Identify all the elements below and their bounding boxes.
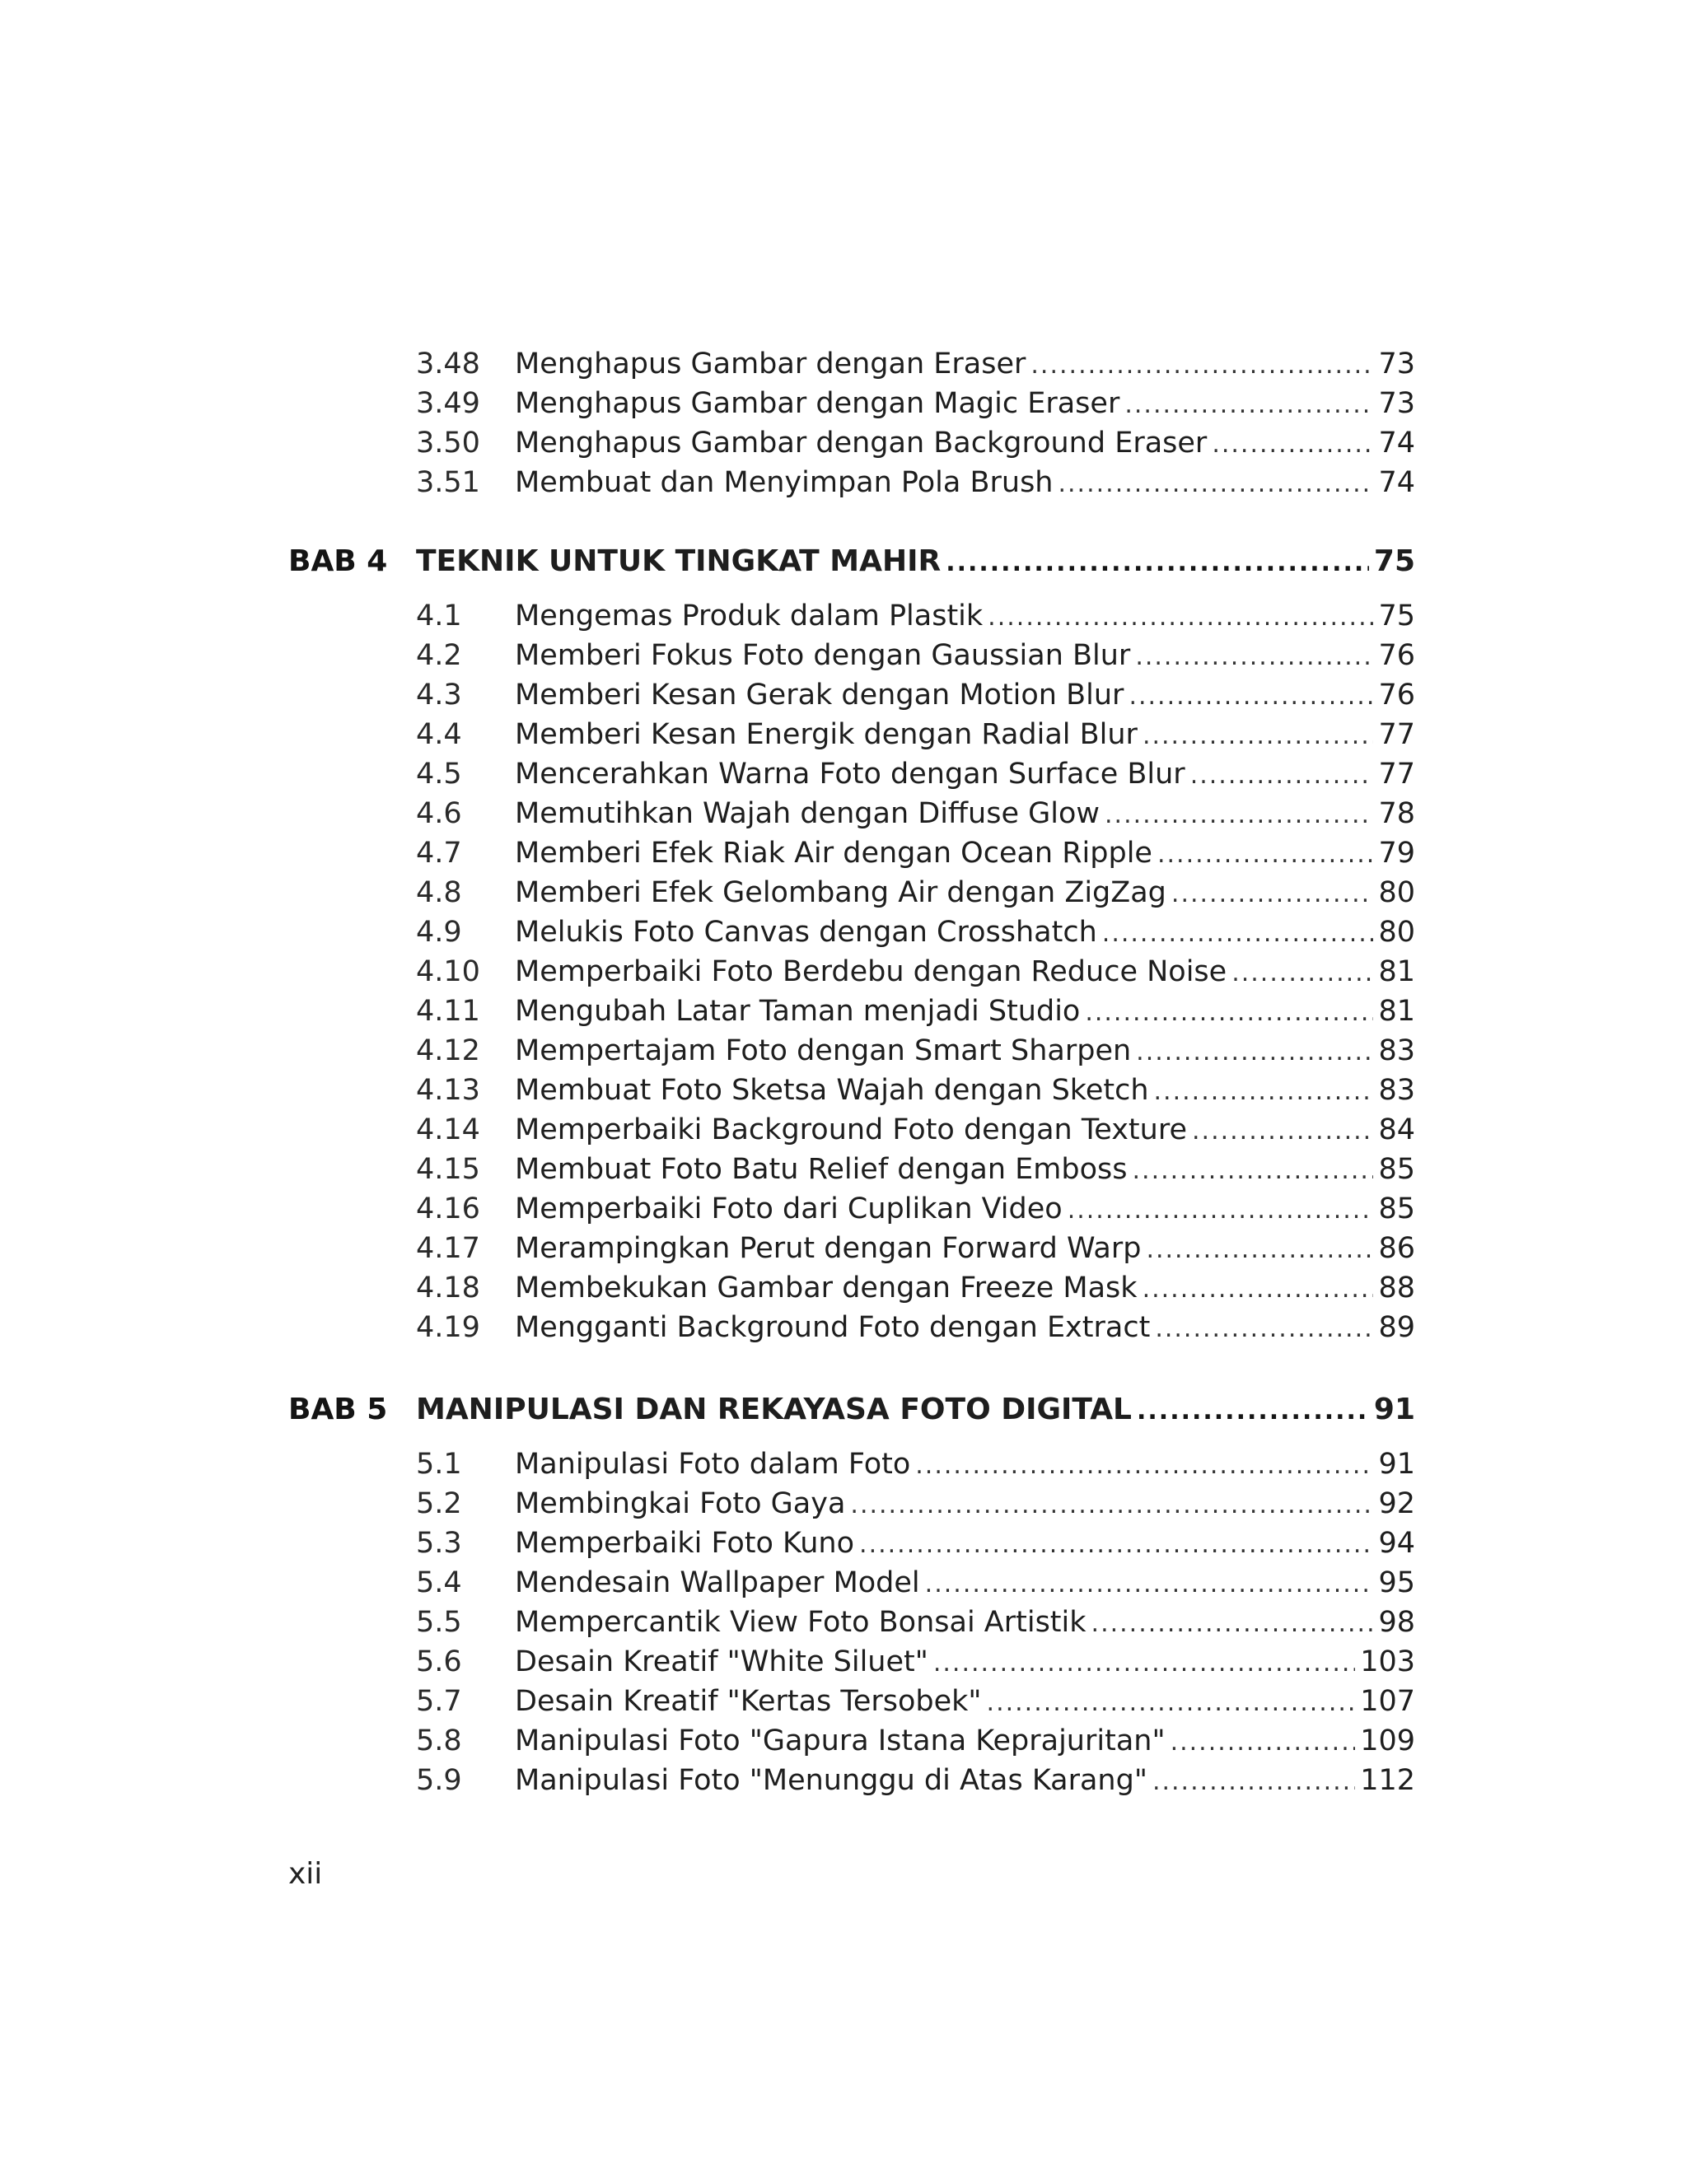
toc-entry[interactable] xyxy=(416,833,1415,873)
toc-entry[interactable] xyxy=(416,1642,1415,1682)
entry-number: 5.7 xyxy=(416,1685,462,1718)
toc-entry[interactable] xyxy=(416,675,1415,715)
entry-title: Menghapus Gambar dengan Magic Eraser xyxy=(515,387,1120,420)
dot-leader xyxy=(988,598,1373,637)
entry-title: Memperbaiki Background Foto dengan Texture xyxy=(515,1113,1187,1146)
toc-entry[interactable] xyxy=(416,1682,1415,1721)
entry-page: 73 xyxy=(1378,387,1415,420)
entry-title: Memperbaiki Foto Kuno xyxy=(515,1527,855,1560)
toc-entry[interactable] xyxy=(416,1150,1415,1189)
entry-page: 78 xyxy=(1378,797,1415,830)
chapter-heading-bab-5[interactable] xyxy=(288,1388,1415,1431)
entry-title: Memberi Kesan Energik dengan Radial Blur xyxy=(515,718,1138,751)
dot-leader xyxy=(1030,346,1373,385)
entry-page: 85 xyxy=(1378,1153,1415,1186)
dot-leader xyxy=(850,1486,1373,1525)
entry-number: 3.48 xyxy=(416,348,480,380)
entry-number: 5.4 xyxy=(416,1566,462,1599)
toc-entry[interactable] xyxy=(416,636,1415,675)
dot-leader xyxy=(1124,385,1373,425)
entry-title: Mengemas Produk dalam Plastik xyxy=(515,600,984,632)
toc-entry[interactable] xyxy=(416,1031,1415,1071)
toc-entry[interactable] xyxy=(416,1721,1415,1761)
toc-entry[interactable] xyxy=(416,715,1415,754)
toc-entry[interactable] xyxy=(416,1110,1415,1150)
toc-entry[interactable] xyxy=(416,1761,1415,1800)
entry-title: Mempercantik View Foto Bonsai Artistik xyxy=(515,1606,1087,1639)
entry-page: 112 xyxy=(1360,1764,1415,1797)
entry-title: Memberi Efek Riak Air dengan Ocean Ripple xyxy=(515,837,1152,870)
toc-entry[interactable] xyxy=(416,1603,1415,1642)
entry-page: 75 xyxy=(1378,600,1415,632)
entry-title: Memperbaiki Foto dari Cuplikan Video xyxy=(515,1192,1063,1225)
toc-entry[interactable] xyxy=(416,423,1415,463)
dot-leader xyxy=(1152,1762,1355,1802)
entry-number: 4.16 xyxy=(416,1192,480,1225)
toc-entry[interactable] xyxy=(416,384,1415,423)
toc-entry[interactable] xyxy=(416,794,1415,833)
toc-entry[interactable] xyxy=(416,596,1415,636)
entry-number: 4.15 xyxy=(416,1153,480,1186)
dot-leader xyxy=(1192,1112,1373,1151)
entry-page: 83 xyxy=(1378,1074,1415,1107)
entry-title: Membuat Foto Batu Relief dengan Emboss xyxy=(515,1153,1128,1186)
toc-entry[interactable] xyxy=(416,754,1415,794)
entry-number: 4.1 xyxy=(416,600,462,632)
entry-title: Memutihkan Wajah dengan Diffuse Glow xyxy=(515,797,1100,830)
entry-page: 76 xyxy=(1378,639,1415,672)
entry-number: 4.7 xyxy=(416,837,462,870)
dot-leader xyxy=(1058,464,1373,504)
entry-number: 4.6 xyxy=(416,797,462,830)
dot-leader xyxy=(1143,1270,1374,1309)
entry-page: 81 xyxy=(1378,955,1415,988)
entry-title: Membuat dan Menyimpan Pola Brush xyxy=(515,466,1054,499)
entry-number: 4.12 xyxy=(416,1034,480,1067)
page-number: xii xyxy=(288,1857,323,1891)
entry-title: Mempertajam Foto dengan Smart Sharpen xyxy=(515,1034,1132,1067)
dot-leader xyxy=(1105,796,1373,835)
entry-number: 5.1 xyxy=(416,1448,462,1481)
entry-number: 4.11 xyxy=(416,995,480,1028)
entry-page: 98 xyxy=(1378,1606,1415,1639)
dot-leader xyxy=(1155,1309,1373,1349)
dot-leader xyxy=(1146,1230,1373,1270)
toc-entry[interactable] xyxy=(416,1484,1415,1524)
entry-page: 76 xyxy=(1378,679,1415,712)
toc-entry[interactable] xyxy=(416,1189,1415,1229)
dot-leader xyxy=(1143,716,1374,756)
chapter-heading-bab-4[interactable] xyxy=(288,540,1415,583)
entry-page: 85 xyxy=(1378,1192,1415,1225)
entry-page: 94 xyxy=(1378,1527,1415,1560)
entry-title: Memberi Fokus Foto dengan Gaussian Blur xyxy=(515,639,1131,672)
chapter-page: 91 xyxy=(1373,1393,1415,1426)
toc-entry[interactable] xyxy=(416,1524,1415,1563)
toc-entry[interactable] xyxy=(416,344,1415,384)
dot-leader xyxy=(1154,1072,1374,1112)
toc-entry[interactable] xyxy=(416,1071,1415,1110)
dot-leader xyxy=(1190,756,1374,796)
entry-number: 4.17 xyxy=(416,1232,480,1265)
entry-number: 5.3 xyxy=(416,1527,462,1560)
entry-page: 103 xyxy=(1360,1645,1415,1678)
dot-leader xyxy=(915,1446,1373,1486)
entry-number: 4.14 xyxy=(416,1113,480,1146)
entry-page: 92 xyxy=(1378,1487,1415,1520)
toc-entry[interactable] xyxy=(416,1308,1415,1347)
entry-title: Membingkai Foto Gaya xyxy=(515,1487,846,1520)
entry-page: 91 xyxy=(1378,1448,1415,1481)
dot-leader xyxy=(1212,425,1373,464)
dot-leader xyxy=(946,542,1369,585)
entry-number: 5.9 xyxy=(416,1764,462,1797)
entry-page: 95 xyxy=(1378,1566,1415,1599)
dot-leader xyxy=(1068,1191,1374,1230)
dot-leader xyxy=(1133,1151,1374,1191)
entry-title: Manipulasi Foto "Menunggu di Atas Karang" xyxy=(515,1764,1147,1797)
dot-leader xyxy=(987,1683,1356,1723)
dot-leader xyxy=(1171,875,1374,914)
entry-title: Mencerahkan Warna Foto dengan Surface Blur xyxy=(515,758,1185,791)
dot-leader xyxy=(1129,677,1373,716)
entry-title: Memberi Kesan Gerak dengan Motion Blur xyxy=(515,679,1124,712)
entry-title: Membekukan Gambar dengan Freeze Mask xyxy=(515,1272,1138,1304)
entry-title: Mengubah Latar Taman menjadi Studio xyxy=(515,995,1081,1028)
entry-page: 88 xyxy=(1378,1272,1415,1304)
entry-page: 77 xyxy=(1378,758,1415,791)
entry-number: 4.8 xyxy=(416,876,462,909)
dot-leader xyxy=(1171,1723,1356,1762)
dot-leader xyxy=(1091,1604,1374,1644)
chapter-title: TEKNIK UNTUK TINGKAT MAHIR xyxy=(416,544,942,578)
entry-title: Mendesain Wallpaper Model xyxy=(515,1566,920,1599)
entry-title: Membuat Foto Sketsa Wajah dengan Sketch xyxy=(515,1074,1149,1107)
entry-title: Merampingkan Perut dengan Forward Warp xyxy=(515,1232,1142,1265)
dot-leader xyxy=(1136,1033,1373,1072)
toc-entry[interactable] xyxy=(416,1229,1415,1268)
entry-number: 3.51 xyxy=(416,466,480,499)
entry-number: 3.49 xyxy=(416,387,480,420)
toc-entry[interactable] xyxy=(416,952,1415,992)
entry-number: 5.6 xyxy=(416,1645,462,1678)
entry-number: 4.3 xyxy=(416,679,462,712)
toc-entry[interactable] xyxy=(416,1444,1415,1484)
dot-leader xyxy=(1135,637,1373,677)
entry-page: 107 xyxy=(1360,1685,1415,1718)
entry-page: 79 xyxy=(1378,837,1415,870)
entry-title: Desain Kreatif "White Siluet" xyxy=(515,1645,928,1678)
entry-page: 77 xyxy=(1378,718,1415,751)
chapter-label: BAB 4 xyxy=(288,544,388,578)
entry-title: Desain Kreatif "Kertas Tersobek" xyxy=(515,1685,982,1718)
toc-entry[interactable] xyxy=(416,912,1415,952)
entry-title: Melukis Foto Canvas dengan Crosshatch xyxy=(515,916,1097,949)
entry-number: 4.18 xyxy=(416,1272,480,1304)
entry-number: 5.5 xyxy=(416,1606,462,1639)
chapter-title: MANIPULASI DAN REKAYASA FOTO DIGITAL xyxy=(416,1393,1132,1426)
dot-leader xyxy=(1231,954,1373,993)
chapter-label: BAB 5 xyxy=(288,1393,388,1426)
entry-title: Mengganti Background Foto dengan Extract xyxy=(515,1311,1151,1344)
entry-page: 83 xyxy=(1378,1034,1415,1067)
entry-title: Menghapus Gambar dengan Background Eraser xyxy=(515,427,1208,460)
entry-title: Manipulasi Foto dalam Foto xyxy=(515,1448,911,1481)
entry-page: 74 xyxy=(1378,427,1415,460)
entry-number: 4.10 xyxy=(416,955,480,988)
toc-entry[interactable] xyxy=(416,463,1415,502)
toc-entry[interactable] xyxy=(416,873,1415,912)
dot-leader xyxy=(859,1525,1373,1565)
entry-title: Manipulasi Foto "Gapura Istana Keprajuritan" xyxy=(515,1724,1166,1757)
entry-number: 5.8 xyxy=(416,1724,462,1757)
entry-page: 73 xyxy=(1378,348,1415,380)
entry-page: 109 xyxy=(1360,1724,1415,1757)
entry-page: 86 xyxy=(1378,1232,1415,1265)
entry-title: Menghapus Gambar dengan Eraser xyxy=(515,348,1026,380)
entry-number: 4.9 xyxy=(416,916,462,949)
entry-title: Memberi Efek Gelombang Air dengan ZigZag xyxy=(515,876,1166,909)
entry-page: 80 xyxy=(1378,916,1415,949)
dot-leader xyxy=(1137,1390,1369,1433)
dot-leader xyxy=(1085,993,1373,1033)
entry-title: Memperbaiki Foto Berdebu dengan Reduce Noise xyxy=(515,955,1227,988)
entry-page: 74 xyxy=(1378,466,1415,499)
entry-number: 3.50 xyxy=(416,427,480,460)
entry-number: 4.5 xyxy=(416,758,462,791)
dot-leader xyxy=(1102,914,1374,954)
chapter-page: 75 xyxy=(1373,544,1415,578)
entry-number: 4.2 xyxy=(416,639,462,672)
dot-leader xyxy=(925,1565,1374,1604)
entry-page: 80 xyxy=(1378,876,1415,909)
entry-number: 4.4 xyxy=(416,718,462,751)
dot-leader xyxy=(933,1644,1355,1683)
entry-number: 4.13 xyxy=(416,1074,480,1107)
toc-entry[interactable] xyxy=(416,992,1415,1031)
toc-entry[interactable] xyxy=(416,1563,1415,1603)
toc-entry[interactable] xyxy=(416,1268,1415,1308)
entry-page: 89 xyxy=(1378,1311,1415,1344)
entry-page: 81 xyxy=(1378,995,1415,1028)
entry-page: 84 xyxy=(1378,1113,1415,1146)
dot-leader xyxy=(1157,835,1373,875)
entry-number: 5.2 xyxy=(416,1487,462,1520)
entry-number: 4.19 xyxy=(416,1311,480,1344)
